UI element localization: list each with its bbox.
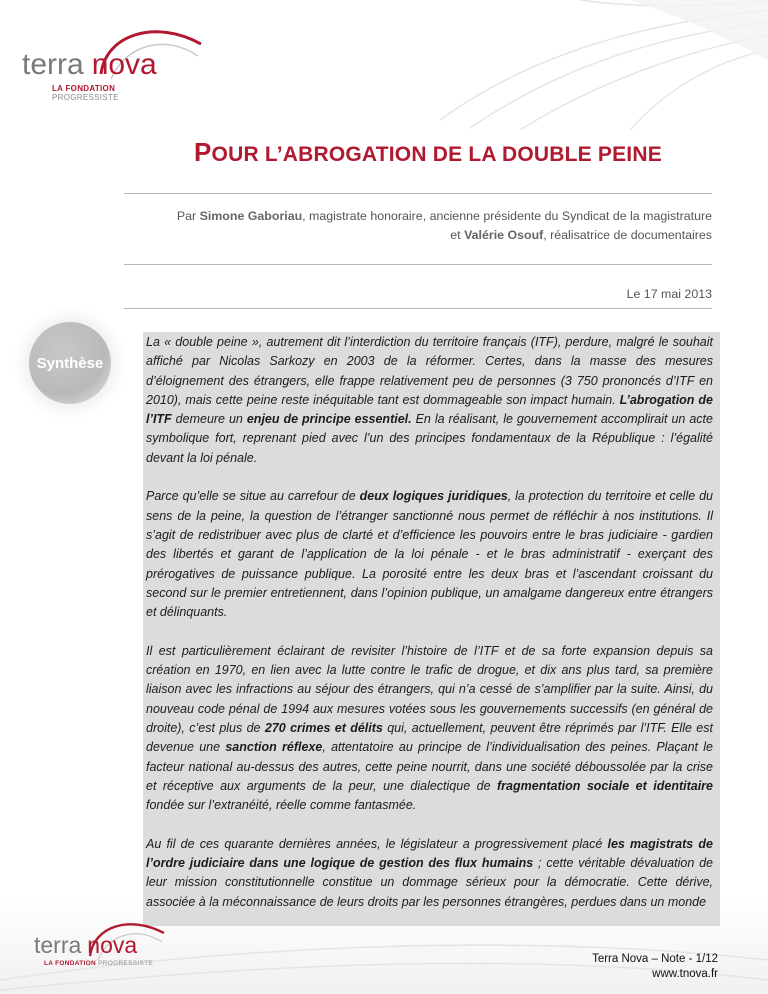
logo-terra: terra [22,48,84,81]
footer-tagline-bold: LA FONDATION [44,960,96,967]
divider-top [124,193,712,194]
title-rest: OUR L’ABROGATION DE LA DOUBLE PEINE [211,143,662,166]
author-2-description: , réalisatrice de documentaires [543,228,712,242]
footer-note: Terra Nova – Note - 1/12 [592,953,718,965]
synthesis-paragraph-2: Parce qu’elle se situe au carrefour de deux logiques juridiques, la protection du territoire et celle du sens de la peine, la question de l’étranger sanctionné nous permet de réfléchir à nos institutions. Il s’agit de redistribuer avec plus de clarté et d’efficience les pouvoirs entre le bras judiciaire - gardien des libertés et garant de l’application de la loi pénale - et le bras administratif - exerçant des prérogatives de puissance publique. La porosité entre les deux bras et l’ascendant croissant du second sur le premier entretiennent, dans l’opinion publique, un amalgame dangereux entre étrangers et délinquants. [146,489,713,620]
footer-tagline-rest: PROGRESSISTE [98,960,153,967]
footer-logo-nova: nova [87,932,138,958]
divider-bottom [124,308,712,309]
synthesis-badge [29,322,111,404]
title-first-letter: P [194,137,212,167]
header-swirl-decoration [430,0,768,130]
publication-date: Le 17 mai 2013 [626,287,712,301]
page-title [194,137,662,168]
footer-website[interactable]: www.tnova.fr [652,968,718,980]
divider-middle [124,264,712,265]
byline-connector: et [450,228,461,242]
author-1: Simone Gaboriau [199,209,303,223]
synthesis-label: Synthèse [36,354,104,372]
author-1-description: , magistrate honoraire, ancienne présidente du Syndicat de la magistrature [302,209,712,223]
synthesis-paragraph-4: Au fil de ces quarante dernières années, le législateur a progressivement placé les magistrats de l’ordre judiciaire dans une logique de gestion des flux humains ; cette véritable dévaluation de leur mission constitutionnelle constitue un dommage sérieux pour la démocratie. Cette dérive, associée à la méconnaissance de leurs droits par les personnes étrangères, perdues dans un monde [146,836,713,909]
logo-tagline-rest: PROGRESSISTE [52,93,119,102]
synthesis-paragraph-3: Il est particulièrement éclairant de revisiter l’histoire de l’ITF et de sa forte expansion depuis sa création en 1970, en lien avec la lutte contre le trafic de drogue, et dix ans plus tard, sa première liaison avec les infractions au séjour des étrangers, qui n’a cessé de s’amplifier par la suite. Ainsi, du nouveau code pénal de 1994 aux mesures votées sous les gouvernements successifs (en général de droite), c’est plus de 270 crimes et délits qui, actuellement, peuvent être réprimés par l’ITF. Elle est devenue une sanction réflexe, attentatoire au principe de l’individualisation des peines. Plaçant le facteur national au-dessus des autres, cette peine nourrit, dans une société déboussolée par la crise et réceptive aux arguments de la peur, une dialectique de fragmentation sociale et identitaire fondée sur l’extranéité, réelle comme fantasmée. [146,643,714,813]
footer-logo-terra: terra [34,932,82,958]
footer-logo [34,918,154,978]
logo-nova: nova [91,48,157,81]
synthesis-text [146,333,713,912]
byline-prefix: Par [176,209,197,223]
header-logo [22,26,182,102]
synthesis-paragraph-1: La « double peine », autrement dit l’interdiction du territoire français (ITF), perdure, malgré le souhait affiché par Nicolas Sarkozy en 2003 de la réformer. Certes, dans la masse des mesures d’éloignement des étrangers, elle frappe relativement peu de personnes (3 750 prononcés d’ITF en 2010), mais cette peine reste inéquitable tant est dommageable son impact humain. L’abrogation de l’ITF demeure un enjeu de principe essentiel. En la réalisant, le gouvernement accomplirait un acte symbolique fort, reprenant pied avec l’un des principes fondamentaux de la République : l’égalité devant la loi pénale. [146,335,713,465]
author-2: Valérie Osouf [464,228,544,242]
footer-info [592,952,718,982]
byline [124,207,712,245]
logo-tagline-bold: LA FONDATION [52,84,116,93]
